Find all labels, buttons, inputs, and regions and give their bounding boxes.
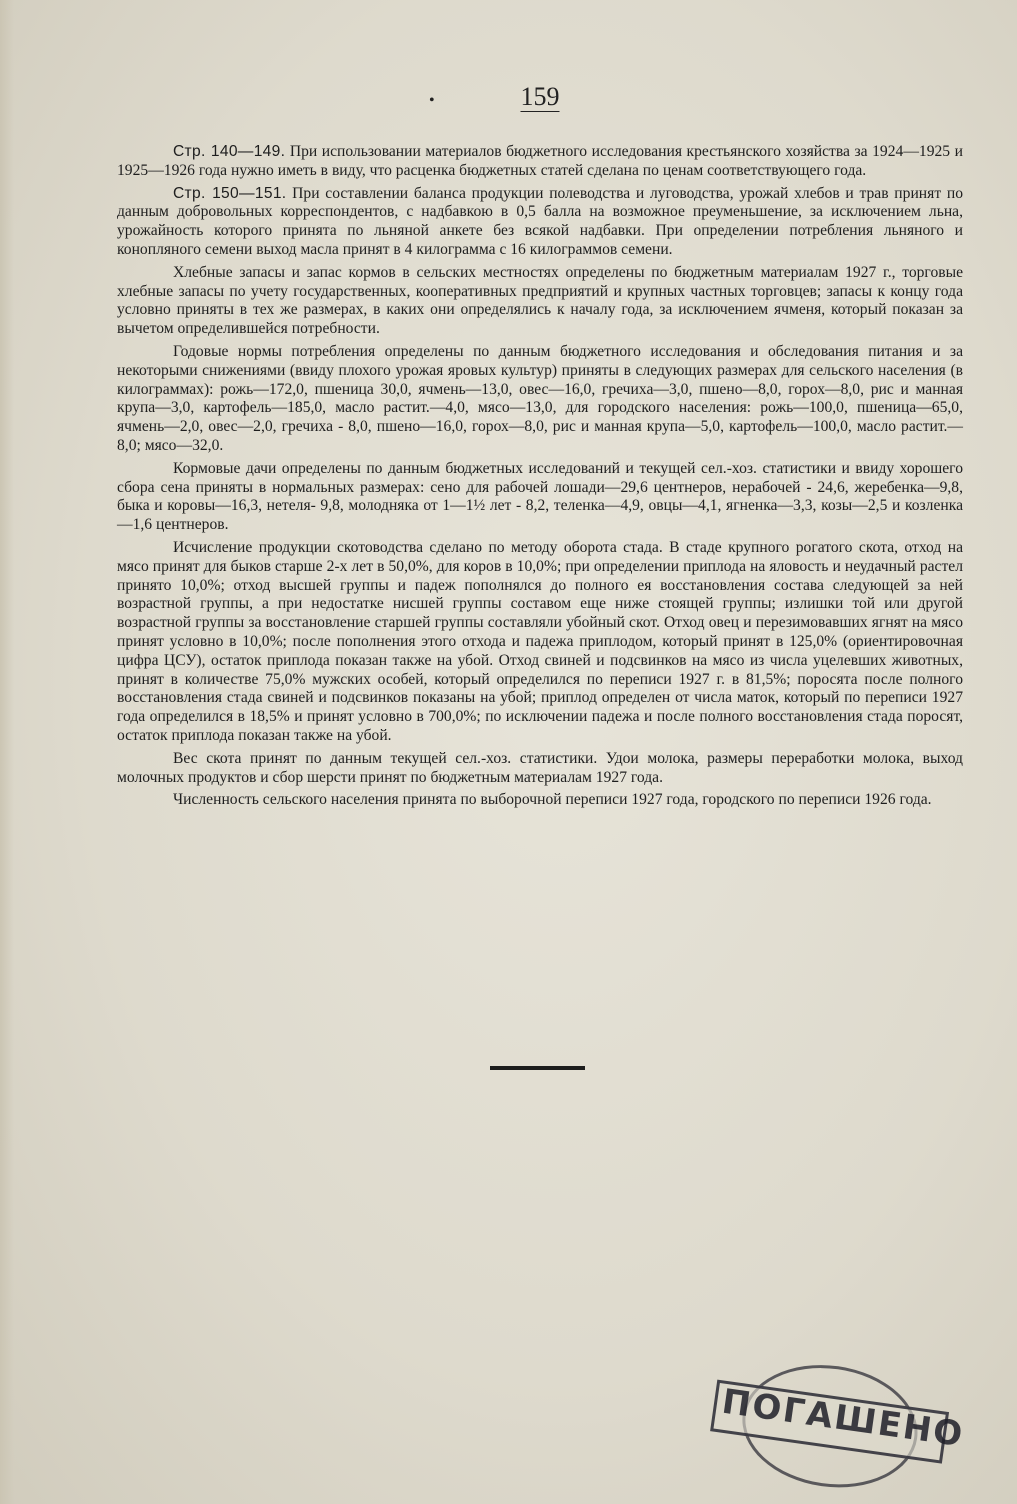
paragraph-1: [117, 143, 963, 181]
cancelled-stamp: [703, 1340, 967, 1504]
paragraph-text: При использовании материалов бюджетного исследования крестьянского хозяйства за 1924—1925 и 1925—1926 года нужно иметь в виду, что расценка бюджетных статей сделана по ценам соответствующего года.: [117, 143, 963, 179]
paragraph-8: [117, 791, 963, 810]
paragraph-3: [117, 264, 963, 339]
paragraph-text: Исчисление продукции скотоводства сделано по методу оборота стада. В стаде крупного рогатого скота, отход на мясо принят для быков старше 2-х лет в 50,0%, для коров в 10,0%; при определении приплода на яловость и неудачный растел принято 10,0%; отход высшей группы и падеж пополнялся до полного ея восстановления состава следующей за ней возрастной группы, а при недостатке нисшей группы составом еще ниже стоящей группы; излишки той или другой возрастной группы за восстановление старшей группы составляли убойный скот. Отход овец и перезимовавших ягнят на мясо принят условно в 10,0%; после пополнения этого отхода и падежа приплодом, который принят в 125,0% (ориентировочная цифра ЦСУ), остаток приплода показан также на убой. Отход свиней и подсвинков на мясо из числа уцелевших животных, принят в количестве 75,0% мужских особей, который определился по переписи 1927 г. в 81,5%; поросята после полного восстановления стада свиней и подсвинков показаны на убой; приплод определен от числа маток, который по переписи 1927 года определился в 18,5% и принят условно в 700,0%; по исключении падежа и после полного восстановления стада поросят, остаток приплода показан также на убой.: [117, 538, 963, 744]
section-end-rule: [490, 1066, 585, 1070]
paragraph-7: [117, 750, 963, 788]
stamp-text: ПОГАШЕНО: [719, 1381, 967, 1456]
page-edge-shadow: [0, 0, 14, 1504]
paragraph-text: Хлебные запасы и запас кормов в сельских местностях определены по бюджетным материалам 1927 г., торговые хлебные запасы по учету государственных, кооперативных предприятий и крупных частных торговцев; запасы к концу года условно приняты в тех же размерах, в каких они определялись к началу года, за исключением ячменя, который показан за вычетом определившейся потребности.: [117, 263, 963, 338]
paragraph-text: Кормовые дачи определены по данным бюджетных исследований и текущей сел.-хоз. статистики и ввиду хорошего сбора сена приняты в нормальных размерах: сено для рабочей лошади—29,6 центнеров, нерабочей - 24,6, жеребенка—9,8, быка и коровы—16,3, нетеля- 9,8, молодняка от 1—1½ лет - 8,2, теленка—4,9, овцы—4,1, ягненка—3,3, козы—2,5 и козленка—1,6 центнеров.: [117, 459, 963, 534]
paragraph-lead: Стр. 150—151.: [173, 184, 287, 202]
paragraph-5: [117, 460, 963, 535]
paragraph-2: [117, 185, 963, 260]
paragraph-text: При составлении баланса продукции полеводства и луговодства, урожай хлебов и трав принят по данным добровольных корреспондентов, с надбавкою в 0,5 балла на возможное преуменьшение, за исключением льна, урожайность которого принята по льняной анкете без всякой надбавки. При определении потребления льняного и конопляного семени выход масла принят в 4 килограмма с 16 килограммов семени.: [117, 184, 963, 258]
body-text: [117, 143, 963, 814]
paragraph-text: Годовые нормы потребления определены по данным бюджетного исследования и обследования питания и за некоторыми снижениями (ввиду плохого урожая яровых культур) приняты в следующих размерах для сельского населения (в килограммах): рожь—172,0, пшеница 30,0, ячмень—13,0, овес—16,0, гречиха—3,0, пшено—8,0, горох—8,0, рис и манная крупа—3,0, картофель—185,0, масло растит.—4,0, мясо—13,0, для городского населения: рожь—100,0, пшеница—65,0, ячмень—2,0, овес—2,0, гречиха - 8,0, пшено—16,0, горох—8,0, рис и манная крупа—5,0, картофель—100,0, масло растит.—8,0; мясо—32,0.: [117, 342, 963, 454]
paragraph-lead: Стр. 140—149.: [173, 143, 286, 160]
paragraph-4: [117, 343, 963, 456]
paragraph-text: Численность сельского населения принята по выборочной переписи 1927 года, городского по переписи 1926 года.: [173, 791, 932, 809]
paragraph-text: Вес скота принят по данным текущей сел.-хоз. статистики. Удои молока, размеры переработки молока, выход молочных продуктов и сбор шерсти принят по бюджетным материалам 1927 года.: [117, 749, 963, 786]
paragraph-6: [117, 539, 963, 746]
page-dot: •: [429, 92, 435, 109]
page-number: 159: [520, 82, 560, 111]
